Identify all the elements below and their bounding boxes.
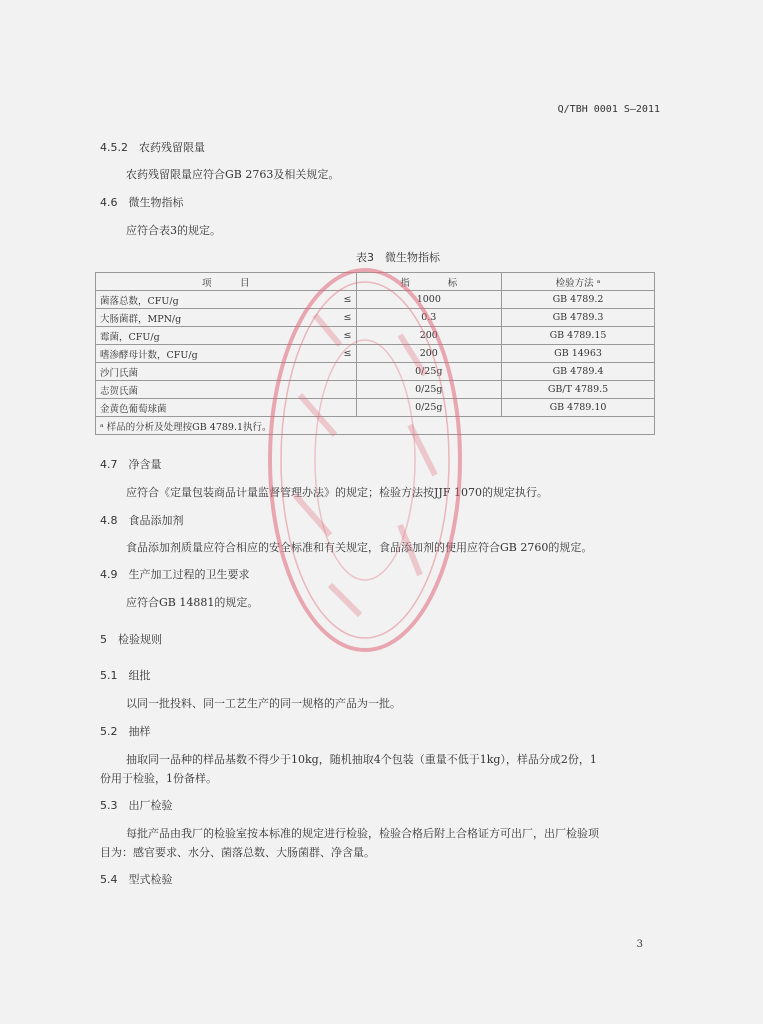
- section-4-9-body: 应符合GB 14881的规定。: [126, 596, 259, 609]
- section-4-6: 4.6 微生物指标: [100, 196, 184, 209]
- table-caption: 表3 微生物指标: [356, 251, 440, 264]
- section-4-7-body: 应符合《定量包装商品计量监督管理办法》的规定；检验方法按JJF 1070的规定执行。: [126, 486, 548, 499]
- row-item: 霉菌，CFU/g: [96, 327, 330, 345]
- section-5-1: 5.1 组批: [100, 669, 151, 682]
- row-method: GB/T 4789.5: [502, 381, 655, 399]
- row-method: GB 4789.15: [502, 327, 655, 345]
- row-op: ≤: [330, 345, 357, 363]
- row-method: GB 4789.4: [502, 363, 655, 381]
- section-4-5-2-body: 农药残留限量应符合GB 2763及相关规定。: [126, 168, 340, 181]
- section-4-6-body: 应符合表3的规定。: [126, 224, 221, 237]
- row-limit: 0/25g: [356, 381, 502, 399]
- row-method: GB 14963: [502, 345, 655, 363]
- section-4-8: 4.8 食品添加剂: [100, 514, 184, 527]
- section-5-1-body: 以同一批投料、同一工艺生产的同一规格的产品为一批。: [126, 697, 401, 710]
- header-method: 检验方法 ᵃ: [502, 273, 655, 291]
- section-5-2-body-line2: 份用于检验，1份备样。: [100, 772, 217, 785]
- header-item: 项 目: [96, 273, 357, 291]
- row-item: 金黄色葡萄球菌: [96, 399, 357, 417]
- row-item: 志贺氏菌: [96, 381, 357, 399]
- row-item: 大肠菌群，MPN/g: [96, 309, 330, 327]
- row-method: GB 4789.3: [502, 309, 655, 327]
- row-item: 沙门氏菌: [96, 363, 357, 381]
- row-op: ≤: [330, 309, 357, 327]
- section-4-9: 4.9 生产加工过程的卫生要求: [100, 568, 250, 581]
- row-item: 嗜渗酵母计数，CFU/g: [96, 345, 330, 363]
- section-5-4: 5.4 型式检验: [100, 873, 173, 886]
- row-method: GB 4789.2: [502, 291, 655, 309]
- section-5: 5 检验规则: [100, 633, 162, 646]
- row-limit: 0/25g: [356, 399, 502, 417]
- row-limit: 1000: [356, 291, 502, 309]
- standard-code: Q/TBH 0001 S—2011: [557, 104, 660, 115]
- section-5-3: 5.3 出厂检验: [100, 799, 173, 812]
- section-5-2: 5.2 抽样: [100, 725, 151, 738]
- row-limit: 200: [356, 345, 502, 363]
- red-seal-stamp: [260, 255, 470, 665]
- section-5-3-body-line2: 目为：感官要求、水分、菌落总数、大肠菌群、净含量。: [100, 846, 375, 859]
- row-limit: 200: [356, 327, 502, 345]
- row-limit: 0.3: [356, 309, 502, 327]
- row-item: 菌落总数，CFU/g: [96, 291, 330, 309]
- row-op: ≤: [330, 327, 357, 345]
- section-5-2-body-line1: 抽取同一品种的样品基数不得少于10kg，随机抽取4个包装（重量不低于1kg），样品分成2份，1: [126, 753, 597, 766]
- section-5-3-body-line1: 每批产品由我厂的检验室按本标准的规定进行检验，检验合格后附上合格证方可出厂，出厂检验项: [126, 827, 599, 840]
- row-limit: 0/25g: [356, 363, 502, 381]
- row-op: ≤: [330, 291, 357, 309]
- section-4-7: 4.7 净含量: [100, 458, 162, 471]
- section-4-8-body: 食品添加剂质量应符合相应的安全标准和有关规定，食品添加剂的使用应符合GB 2760的规定。: [126, 541, 593, 554]
- row-method: GB 4789.10: [502, 399, 655, 417]
- table-footnote: ᵃ 样品的分析及处理按GB 4789.1执行。: [96, 417, 655, 435]
- header-limit: 指 标: [356, 273, 502, 291]
- section-4-5-2: 4.5.2 农药残留限量: [100, 141, 205, 154]
- page-number: 3: [636, 939, 643, 950]
